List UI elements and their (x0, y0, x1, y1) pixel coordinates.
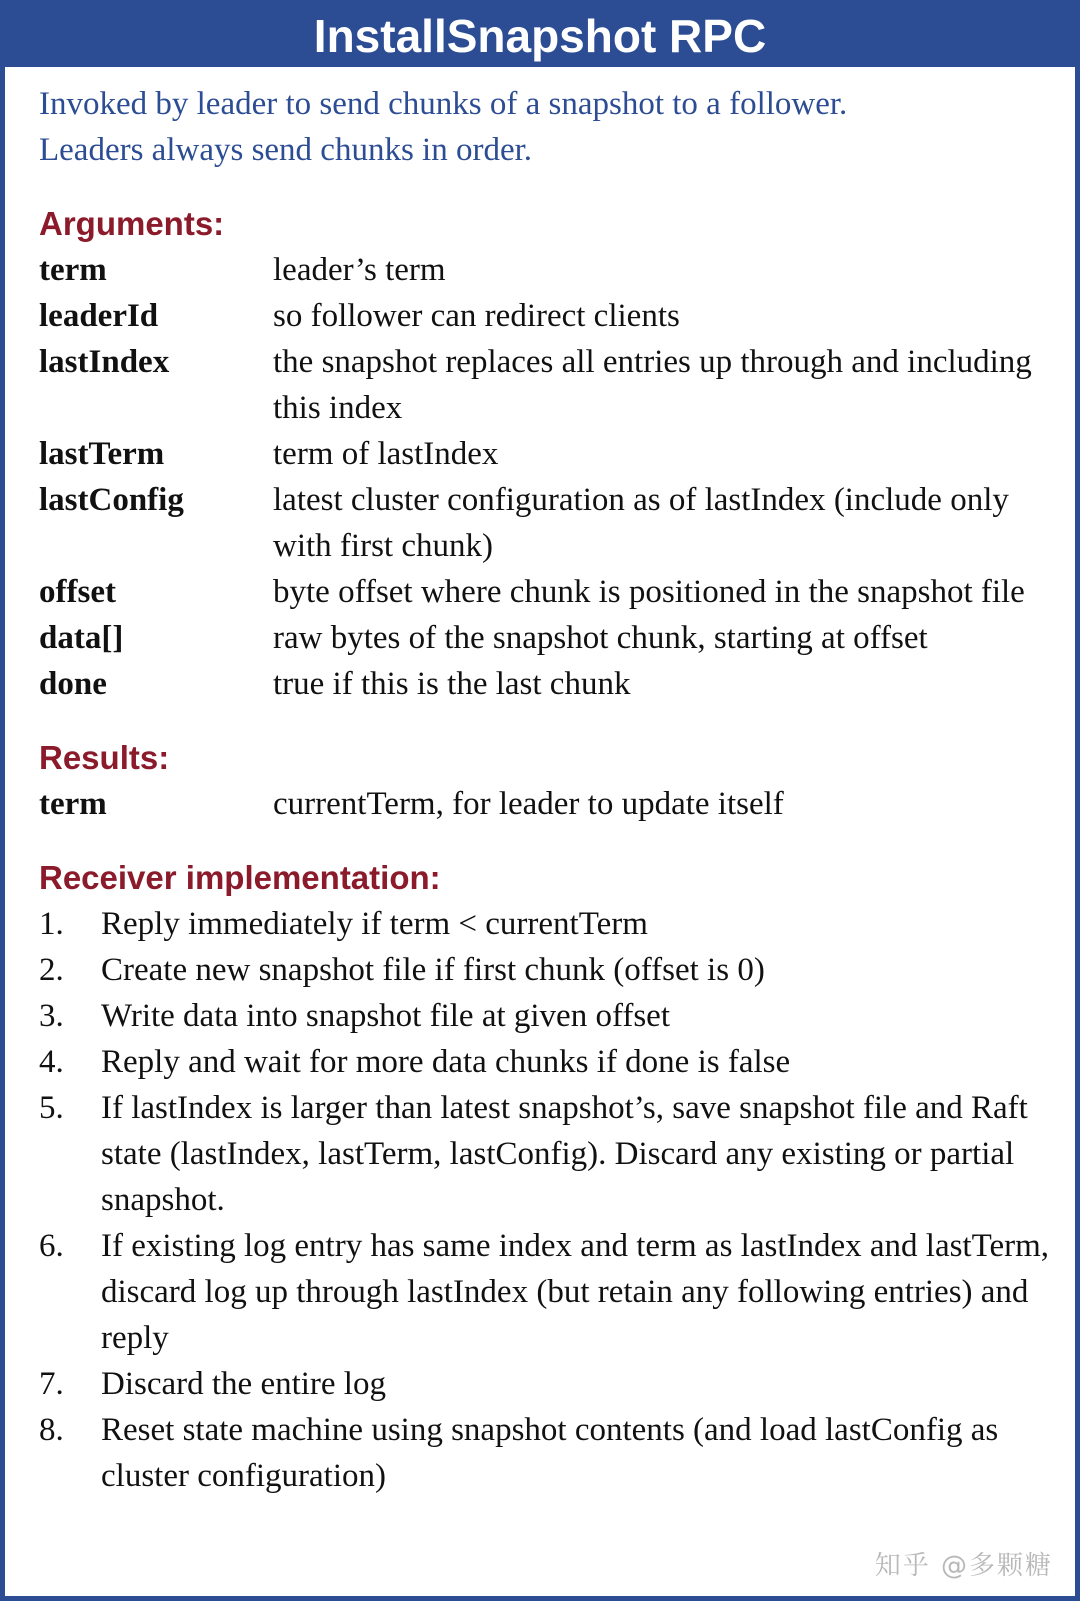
step-item (39, 947, 1051, 993)
step-text: If existing log entry has same index and term as lastIndex and lastTerm, discard log up through lastIndex (but retain any following entries) and reply (101, 1228, 1050, 1356)
step-number: 5. (39, 1090, 64, 1126)
receiver-steps (39, 901, 1051, 1499)
argument-name: done (39, 666, 107, 702)
card-content (39, 81, 1051, 1499)
receiver-heading: Receiver implementation: (39, 859, 441, 896)
step-number: 6. (39, 1228, 64, 1264)
argument-desc: raw bytes of the snapshot chunk, starting at offset (273, 620, 928, 656)
arguments-heading: Arguments: (39, 205, 225, 242)
step-item (39, 1361, 1051, 1407)
argument-row (39, 661, 1051, 707)
argument-row (39, 293, 1051, 339)
argument-desc: term of lastIndex (273, 436, 499, 472)
step-text: Write data into snapshot file at given offset (101, 998, 670, 1034)
argument-name: data[] (39, 620, 124, 656)
description-line: Leaders always send chunks in order. (39, 132, 533, 168)
step-number: 8. (39, 1412, 64, 1448)
argument-desc: leader’s term (273, 252, 446, 288)
step-item (39, 1407, 1051, 1499)
step-number: 1. (39, 906, 64, 942)
argument-name: lastTerm (39, 436, 165, 472)
result-row (39, 781, 1051, 827)
step-item (39, 1223, 1051, 1361)
step-number: 4. (39, 1044, 64, 1080)
step-text: Discard the entire log (101, 1366, 386, 1402)
section-spacer (39, 707, 1051, 735)
argument-desc: true if this is the last chunk (273, 666, 631, 702)
step-number: 2. (39, 952, 64, 988)
step-text: If lastIndex is larger than latest snapshot’s, save snapshot file and Raft state (lastIndex, lastTerm, lastConfig). Discard any existing or partial snapshot. (101, 1090, 1028, 1218)
argument-name: term (39, 252, 107, 288)
argument-name: offset (39, 574, 116, 610)
argument-name: leaderId (39, 298, 159, 334)
description (39, 81, 1051, 173)
argument-name: lastIndex (39, 344, 170, 380)
step-text: Reset state machine using snapshot contents (and load lastConfig as cluster configuration) (101, 1412, 999, 1494)
argument-row (39, 615, 1051, 661)
step-text: Create new snapshot file if first chunk (offset is 0) (101, 952, 765, 988)
watermark: 知乎 @多颗糖 (874, 1551, 1053, 1581)
page-title: InstallSnapshot RPC (313, 10, 767, 62)
argument-row (39, 247, 1051, 293)
step-number: 7. (39, 1366, 64, 1402)
argument-row (39, 569, 1051, 615)
argument-row (39, 339, 1051, 431)
step-text: Reply and wait for more data chunks if done is false (101, 1044, 791, 1080)
step-text: Reply immediately if term < currentTerm (101, 906, 648, 942)
argument-desc: the snapshot replaces all entries up through and including this index (273, 344, 1032, 426)
step-item (39, 901, 1051, 947)
argument-row (39, 431, 1051, 477)
argument-desc: so follower can redirect clients (273, 298, 680, 334)
argument-desc: latest cluster configuration as of lastIndex (include only with first chunk) (273, 482, 1009, 564)
section-spacer (39, 827, 1051, 855)
argument-name: lastConfig (39, 482, 184, 518)
step-item (39, 1039, 1051, 1085)
results-list (39, 781, 1051, 827)
arguments-list (39, 247, 1051, 707)
argument-desc: byte offset where chunk is positioned in the snapshot file (273, 574, 1025, 610)
title-bar (5, 5, 1075, 67)
result-name: term (39, 786, 107, 822)
argument-row (39, 477, 1051, 569)
result-desc: currentTerm, for leader to update itself (273, 786, 784, 822)
results-heading: Results: (39, 739, 170, 776)
step-number: 3. (39, 998, 64, 1034)
step-item (39, 993, 1051, 1039)
description-line: Invoked by leader to send chunks of a snapshot to a follower. (39, 86, 848, 122)
step-item (39, 1085, 1051, 1223)
